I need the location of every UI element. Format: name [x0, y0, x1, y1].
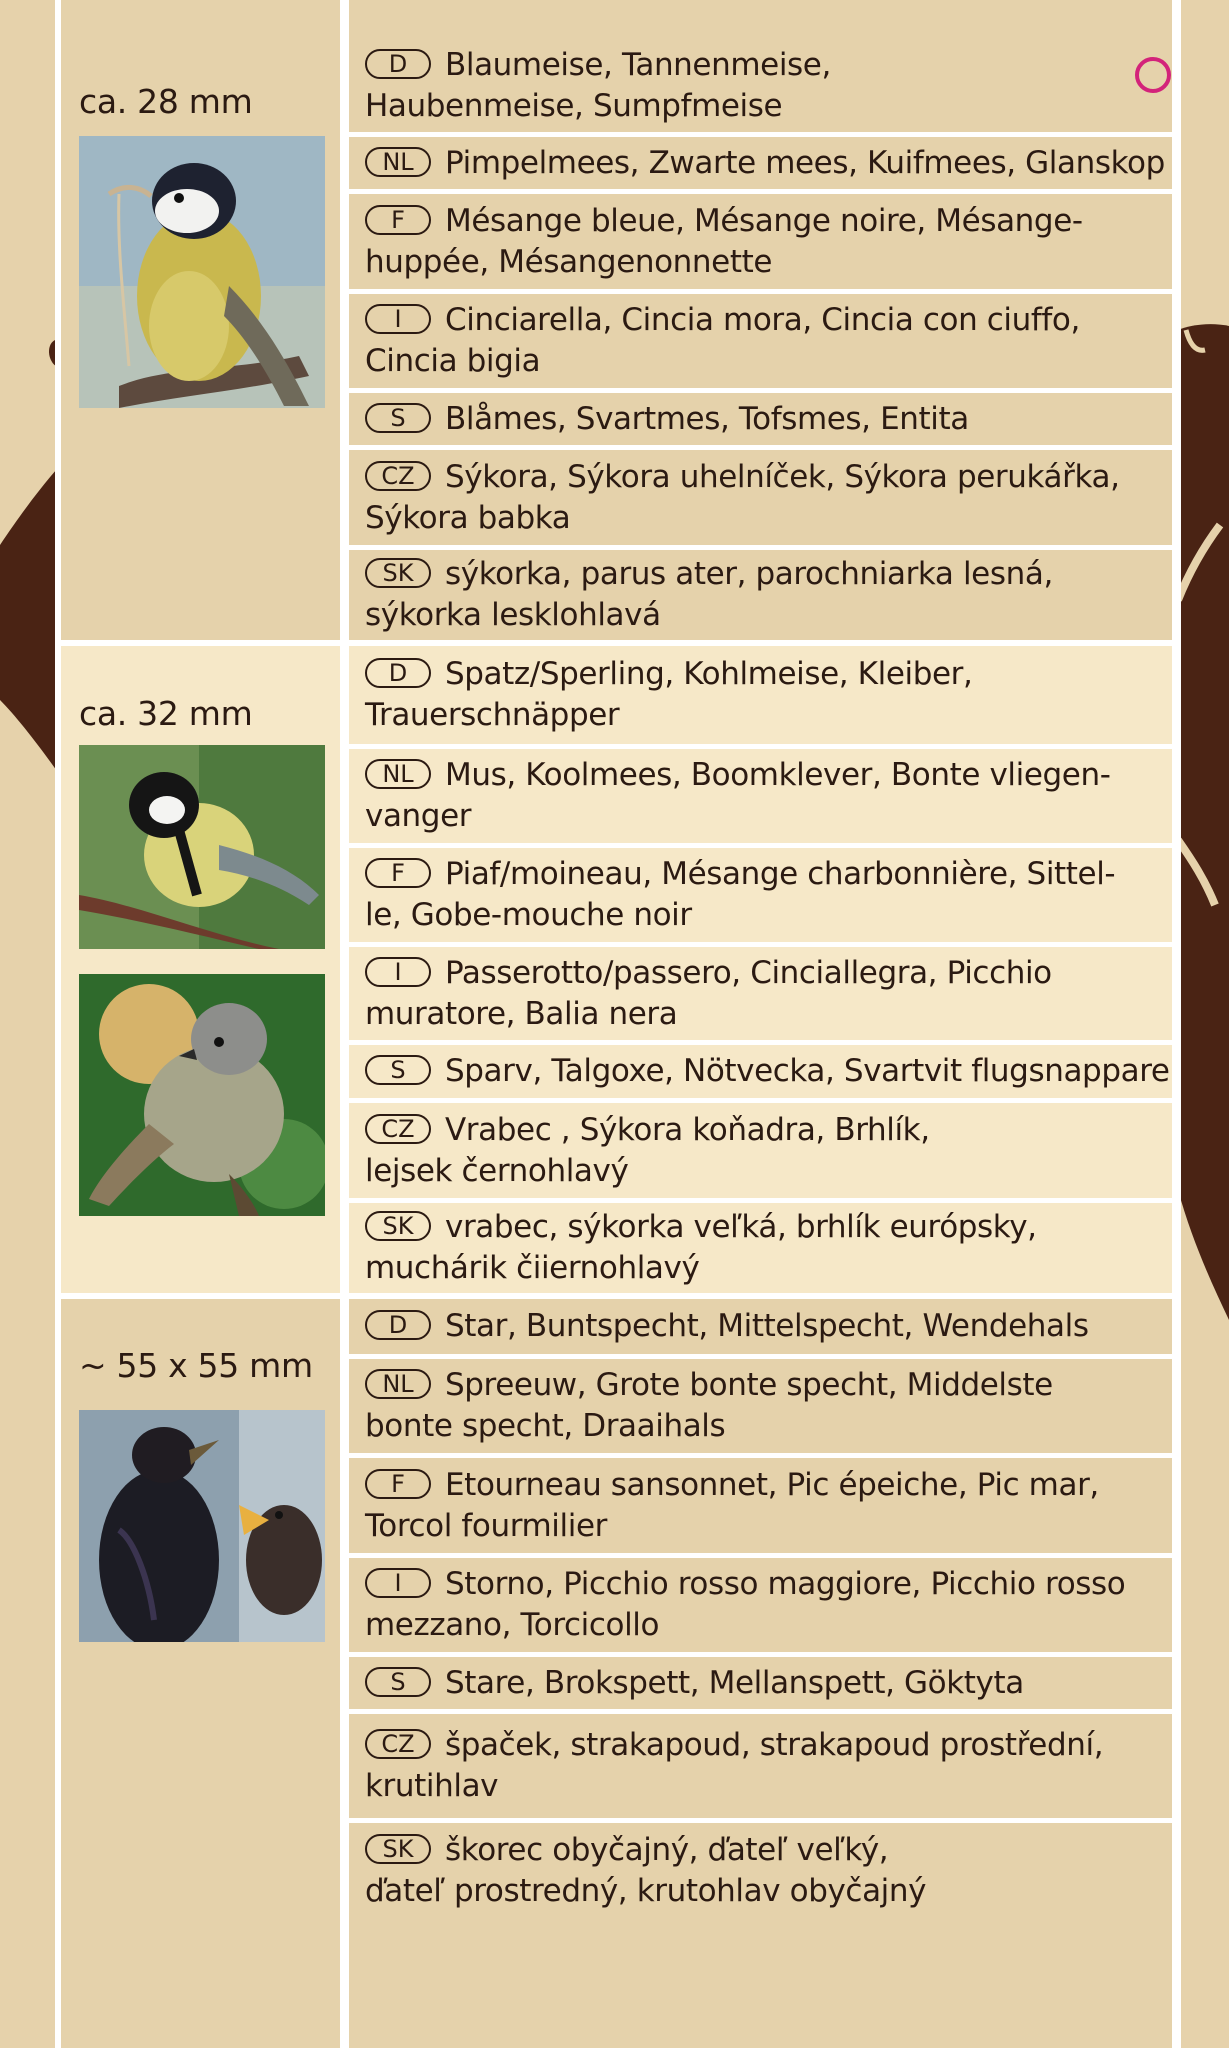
species-names: špaček, strakapoud, strakapoud prostřední, — [445, 1727, 1104, 1763]
language-code-badge: D — [365, 658, 431, 688]
list-item — [349, 550, 1172, 640]
species-names: Haubenmeise, Sumpfmeise — [365, 88, 783, 124]
language-code-badge: S — [365, 403, 431, 433]
species-names: Star, Buntspecht, Mittelspecht, Wendehals — [445, 1308, 1089, 1344]
list-item — [349, 1458, 1172, 1553]
size-label: ~ 55 x 55 mm — [79, 1346, 313, 1385]
list-item — [349, 848, 1172, 942]
species-names: škorec obyčajný, ďateľ veľký, — [445, 1832, 889, 1868]
marker-ring-icon — [1135, 57, 1171, 93]
language-code-badge: S — [365, 1055, 431, 1085]
list-item — [349, 1823, 1172, 1919]
language-code-badge: F — [365, 1469, 431, 1499]
language-code-badge: SK — [365, 1834, 431, 1864]
sparrow-photo — [79, 974, 325, 1216]
species-names: Stare, Brokspett, Mellanspett, Göktyta — [445, 1664, 1024, 1701]
species-names: vanger — [365, 798, 472, 834]
species-names: krutihlav — [365, 1768, 499, 1804]
list-item — [349, 194, 1172, 289]
list-item — [349, 1657, 1172, 1709]
language-code-badge: CZ — [365, 1729, 431, 1759]
language-code-badge: I — [365, 1568, 431, 1598]
frame-line-middle — [340, 0, 349, 2048]
species-names: Cincia bigia — [365, 343, 541, 379]
species-names: Mus, Koolmees, Boomklever, Bonte vliegen- — [445, 757, 1111, 793]
language-code-badge: S — [365, 1667, 431, 1697]
language-code-badge: I — [365, 304, 431, 334]
language-code-badge: D — [365, 1310, 431, 1340]
species-names: Torcol fourmilier — [365, 1507, 607, 1544]
species-names: le, Gobe-mouche noir — [365, 897, 692, 933]
size-label: ca. 28 mm — [79, 82, 253, 121]
list-item — [349, 450, 1172, 545]
list-item — [349, 1045, 1172, 1098]
language-code-badge: SK — [365, 1211, 431, 1241]
list-item — [349, 137, 1172, 189]
species-names: Blåmes, Svartmes, Tofsmes, Entita — [445, 400, 969, 437]
species-names: Sýkora babka — [365, 499, 571, 536]
species-names: ďateľ prostredný, krutohlav obyčajný — [365, 1873, 927, 1909]
great-tit-photo — [79, 745, 325, 949]
species-names: Sýkora, Sýkora uhelníček, Sýkora perukářka, — [445, 458, 1120, 495]
list-item — [349, 1203, 1172, 1293]
list-item — [349, 40, 1172, 132]
list-item — [349, 646, 1172, 744]
blue-tit-photo — [79, 136, 325, 408]
species-names: sýkorka, parus ater, parochniarka lesná, — [445, 556, 1053, 592]
starling-photo — [79, 1410, 325, 1642]
language-code-badge: NL — [365, 759, 431, 789]
frame-line-right — [1172, 0, 1181, 2048]
language-code-badge: I — [365, 957, 431, 987]
list-item — [349, 1558, 1172, 1652]
list-item — [349, 294, 1172, 388]
species-names: Piaf/moineau, Mésange charbonnière, Sittel- — [445, 856, 1116, 892]
species-names: mezzano, Torcicollo — [365, 1607, 660, 1643]
species-names: Storno, Picchio rosso maggiore, Picchio rosso — [445, 1566, 1126, 1602]
language-code-badge: CZ — [365, 461, 431, 491]
list-item — [349, 1299, 1172, 1354]
species-names: Vrabec , Sýkora koňadra, Brhlík, — [445, 1111, 930, 1148]
species-names: Mésange bleue, Mésange noire, Mésange- — [445, 202, 1083, 239]
species-names: Passerotto/passero, Cinciallegra, Picchio — [445, 954, 1052, 991]
language-code-badge: F — [365, 205, 431, 235]
language-code-badge: CZ — [365, 1114, 431, 1144]
frame-line-left — [55, 0, 61, 2048]
language-code-badge: D — [365, 49, 431, 79]
language-code-badge: SK — [365, 558, 431, 588]
species-names: muratore, Balia nera — [365, 995, 678, 1032]
list-item — [349, 393, 1172, 445]
size-label: ca. 32 mm — [79, 694, 253, 733]
language-code-badge: F — [365, 858, 431, 888]
species-names: Blaumeise, Tannenmeise, — [445, 47, 831, 83]
list-item — [349, 749, 1172, 843]
list-item — [349, 1359, 1172, 1453]
list-item — [349, 1103, 1172, 1198]
species-names: muchárik čiiernohlavý — [365, 1250, 700, 1286]
list-item — [349, 947, 1172, 1040]
language-code-badge: NL — [365, 147, 431, 177]
species-names: Etourneau sansonnet, Pic épeiche, Pic mar, — [445, 1466, 1099, 1503]
species-names: vrabec, sýkorka veľká, brhlík európsky, — [445, 1209, 1037, 1245]
species-names: Cinciarella, Cincia mora, Cincia con ciuffo, — [445, 302, 1080, 338]
species-names: huppée, Mésangenonnette — [365, 243, 773, 280]
species-names: Trauerschnäpper — [365, 697, 620, 733]
species-names: Sparv, Talgoxe, Nötvecka, Svartvit flugsnappare — [445, 1053, 1170, 1089]
species-names: bonte specht, Draaihals — [365, 1408, 726, 1444]
species-names: sýkorka lesklohlavá — [365, 597, 661, 633]
species-names: lejsek černohlavý — [365, 1152, 629, 1189]
list-item — [349, 1714, 1172, 1818]
species-names: Spatz/Sperling, Kohlmeise, Kleiber, — [445, 656, 973, 692]
language-code-badge: NL — [365, 1369, 431, 1399]
species-names: Spreeuw, Grote bonte specht, Middelste — [445, 1367, 1053, 1403]
species-names: Pimpelmees, Zwarte mees, Kuifmees, Glanskop — [445, 144, 1165, 181]
